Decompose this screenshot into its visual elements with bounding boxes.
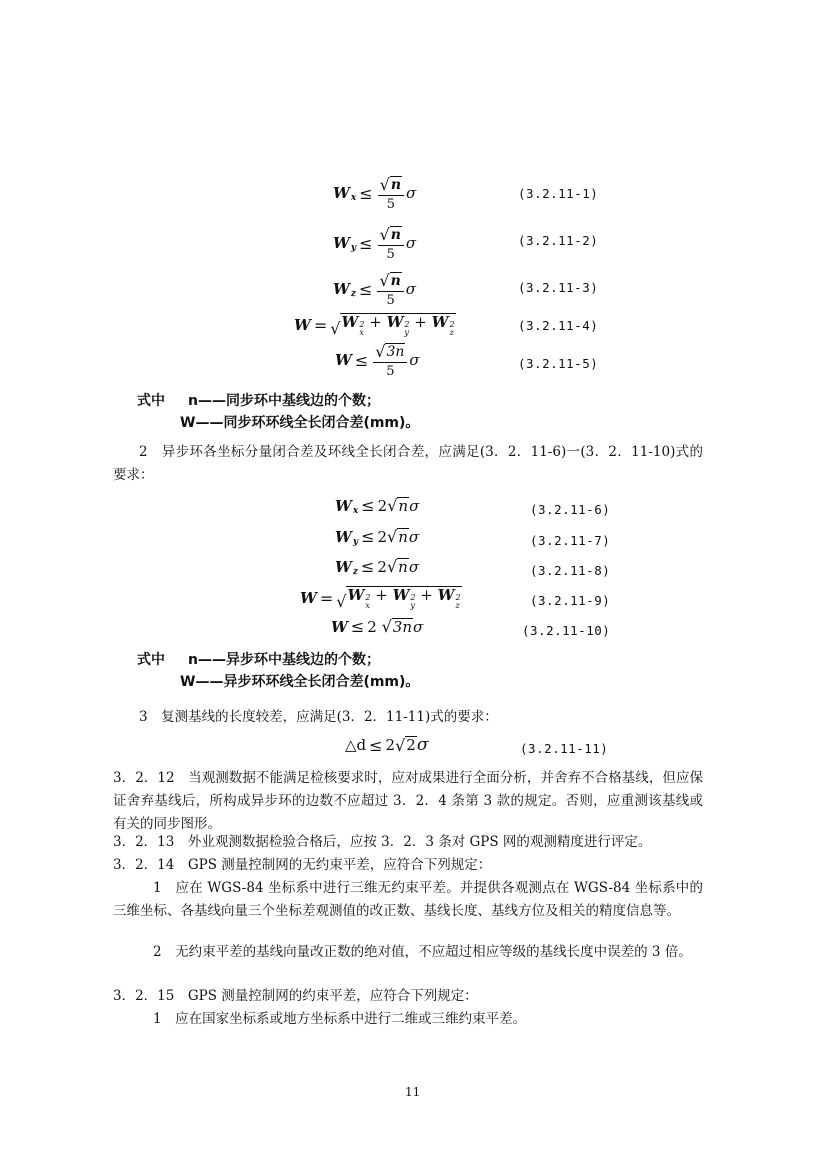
eq-label: (3.2.11-1) (518, 186, 599, 201)
eq-label: (3.2.11-11) (520, 741, 609, 756)
formula-3-2-11-4: W = √ W 2 x + W 2 y + W 2 z (294, 313, 455, 338)
formula-3-2-11-11: △d ≤ 2 √ 2 σ (345, 735, 429, 755)
formula-3-2-11-7: W y ≤ 2 √ n σ (335, 527, 420, 547)
where-n-definition: n——异步环中基线边的个数； (188, 652, 380, 668)
item-2-text: 2 异步环各坐标分量闭合差及环线全长闭合差，应满足(3．2．11-6)一(3．2．11-10)式的要求： (113, 444, 703, 483)
eq-label: (3.2.11-3) (518, 280, 599, 295)
clause-3-2-14-item-2: 2 无约束平差的基线向量改正数的绝对值，不应超过相应等级的基线长度中误差的 3 倍。 (153, 944, 692, 960)
formula-3-2-11-3: W z ≤ √ n 5 σ (333, 270, 417, 308)
where-w-definition: W——同步环环线全长闭合差(mm)。 (180, 415, 420, 431)
formula-3-2-11-10: W ≤ 2 √ 3n σ (331, 617, 424, 637)
eq-label: (3.2.11-9) (530, 593, 611, 608)
clause-3-2-15-item-1: 1 应在国家坐标系或地方坐标系中进行二维或三维约束平差。 (153, 1011, 527, 1027)
eq-label: (3.2.11-6) (530, 502, 611, 517)
eq-label: (3.2.11-7) (530, 533, 611, 548)
where-prefix: 式中 (137, 652, 165, 668)
where-prefix: 式中 (137, 393, 165, 409)
formula-3-2-11-5: W ≤ √ 3n 5 σ (335, 341, 420, 379)
formula-3-2-11-8: W z ≤ 2 √ n σ (335, 557, 420, 577)
where-w-definition: W——异步环环线全长闭合差(mm)。 (180, 674, 420, 690)
formula-3-2-11-6: W x ≤ 2 √ n σ (335, 496, 420, 516)
clause-3-2-13: 3．2．13 外业观测数据检验合格后，应按 3．2．3 条对 GPS 网的观测精度进行评定。 (113, 834, 652, 850)
eq-label: (3.2.11-10) (522, 623, 611, 638)
eq-label: (3.2.11-4) (518, 318, 599, 333)
where-n-definition: n——同步环中基线边的个数； (188, 393, 380, 409)
clause-3-2-14-item-1: 1 应在 WGS-84 坐标系中进行三维无约束平差。并提供各观测点在 WGS-84 坐标系中的三维坐标、各基线向量三个坐标差观测值的改正数、基线长度、基线方位及相关的精度信息等。 (113, 880, 703, 919)
clause-3-2-15: 3．2．15 GPS 测量控制网的约束平差，应符合下列规定： (113, 988, 478, 1004)
clause-3-2-12: 3．2．12 当观测数据不能满足检核要求时，应对成果进行全面分析，并舍弃不合格基线，但应保证舍弃基线后，所构成异步环的边数不应超过 3．2．4 条第 3 款的规定。否则，应重测该基线或有关的同步图形。 (113, 770, 703, 832)
formula-3-2-11-1: W x ≤ √ n 5 σ (333, 174, 417, 212)
page-number: 11 (405, 1085, 421, 1099)
formula-3-2-11-9: W = √ W 2 x + W 2 y + W 2 z (300, 586, 461, 611)
eq-label: (3.2.11-8) (530, 563, 611, 578)
clause-3-2-14: 3．2．14 GPS 测量控制网的无约束平差，应符合下列规定： (113, 857, 492, 873)
item-3-text: 3 复测基线的长度较差，应满足(3．2．11-11)式的要求： (139, 709, 498, 725)
formula-3-2-11-2: W y ≤ √ n 5 σ (333, 224, 417, 262)
eq-label: (3.2.11-2) (518, 233, 599, 248)
eq-label: (3.2.11-5) (518, 356, 599, 371)
